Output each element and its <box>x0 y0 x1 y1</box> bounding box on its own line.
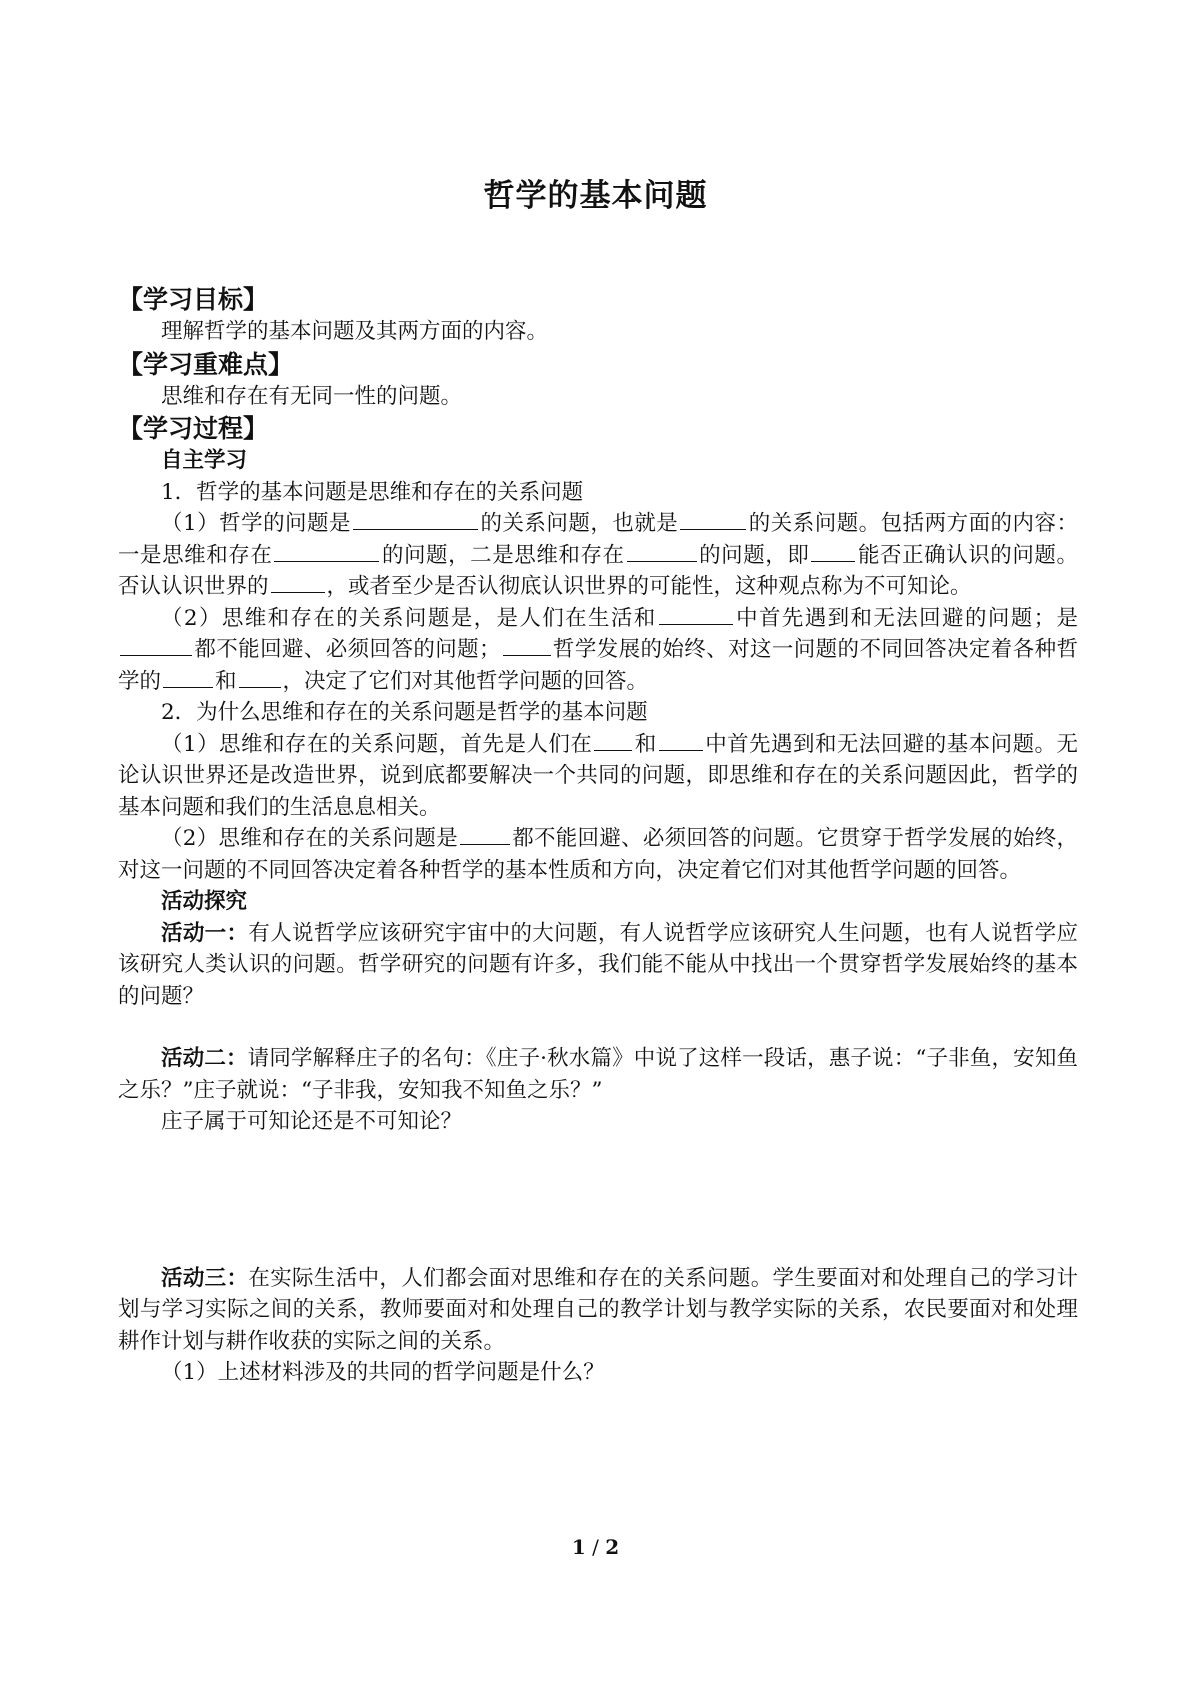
section-heading-process: 【学习过程】 <box>118 414 269 443</box>
activity-1-text: 有人说哲学应该研究宇宙中的大问题，有人说哲学应该研究人生问题，也有人说哲学应该研究人类认识的问题。哲学研究的问题有许多，我们能不能从中找出一个贯穿哲学发展始终的基本的问题？ <box>118 920 1078 1009</box>
self-study-heading: 自主学习 <box>161 448 248 473</box>
text-run: （1）哲学的问题是 <box>161 511 351 536</box>
fill-blank[interactable] <box>120 635 192 656</box>
question-2-title: 2．为什么思维和存在的关系问题是哲学的基本问题 <box>161 700 648 725</box>
activity-3 <box>118 1263 1078 1358</box>
activity-3-text: 在实际生活中，人们都会面对思维和存在的关系问题。学生要面对和处理自己的学习计划与学习实际之间的关系，教师要面对和处理自己的教学计划与教学实际的关系，农民要面对和处理耕作计划与耕作收获的实际之间的关系。 <box>118 1265 1078 1354</box>
activity-3-label: 活动三： <box>161 1265 249 1291</box>
text-run: 的关系问题，也就是 <box>480 511 679 536</box>
text-run: 能否正确认识的问题。否认认识世界的 <box>118 542 1078 599</box>
activity-2-text: 请同学解释庄子的名句：《庄子·秋水篇》中说了这样一段话，惠子说：“子非鱼，安知鱼之乐？”庄子就说：“子非我，安知我不知鱼之乐？” <box>118 1046 1078 1103</box>
fill-blank[interactable] <box>594 730 632 751</box>
objective-text: 理解哲学的基本问题及其两方面的内容。 <box>161 319 549 344</box>
fill-blank[interactable] <box>163 667 213 688</box>
text-run: 中首先遇到和无法回避的基本问题。无论认识世界还是改造世界，说到底都要解决一个共同的问题，即思维和存在的关系问题因此，哲学的基本问题和我们的生活息息相关。 <box>118 731 1078 820</box>
question-2-part-1 <box>118 729 1078 824</box>
activity-1-label: 活动一： <box>161 920 249 946</box>
document-body <box>118 283 1078 1389</box>
section-heading-key-points: 【学习重难点】 <box>118 349 294 379</box>
text-run: 和 <box>215 668 237 694</box>
text-run: 都不能回避、必须回答的问题； <box>194 637 501 662</box>
text-run: 的关系问题。包括两方面的内容：一是思维和存在 <box>118 511 1078 568</box>
text-run: ，决定了它们对其他哲学问题的回答。 <box>282 668 649 694</box>
fill-blank[interactable] <box>811 541 855 562</box>
page-number <box>0 1535 1191 1559</box>
text-run: ，或者至少是否认彻底认识世界的可能性，这种观点称为不可知论。 <box>326 574 972 599</box>
fill-blank[interactable] <box>274 541 379 562</box>
page-separator: / <box>585 1535 606 1559</box>
fill-blank[interactable] <box>680 509 746 530</box>
fill-blank[interactable] <box>659 730 703 751</box>
text-run: 中首先遇到和无法回避的问题；是 <box>734 605 1078 631</box>
answer-space[interactable] <box>118 1012 1078 1043</box>
text-run: 的问题，二是思维和存在 <box>381 542 625 568</box>
page-title: 哲学的基本问题 <box>483 178 708 214</box>
fill-blank[interactable] <box>353 509 478 530</box>
activity-3-question: （1）上述材料涉及的共同的哲学问题是什么？ <box>161 1360 605 1385</box>
answer-space[interactable] <box>118 1138 1078 1263</box>
text-run: （2）思维和存在的关系问题是，是人们在生活和 <box>161 605 657 631</box>
text-run: 和 <box>634 731 657 757</box>
text-run: （2）思维和存在的关系问题是 <box>161 826 458 851</box>
section-heading-objective: 【学习目标】 <box>118 285 269 314</box>
fill-blank[interactable] <box>627 541 697 562</box>
question-2-part-2 <box>118 823 1078 886</box>
question-1-part-2 <box>118 603 1078 698</box>
text-run: 的问题，即 <box>698 542 810 568</box>
fill-blank[interactable] <box>503 635 551 656</box>
question-1-part-1 <box>118 508 1078 603</box>
text-run: 哲学发展的始终、对这一问题的不同回答决定着各种哲学的 <box>118 637 1078 694</box>
key-points-text: 思维和存在有无同一性的问题。 <box>161 383 463 409</box>
fill-blank[interactable] <box>239 667 281 688</box>
text-run: 都不能回避、必须回答的问题。它贯穿于哲学发展的始终，对这一问题的不同回答决定着各种哲学的基本性质和方向，决定着它们对其他哲学问题的回答。 <box>118 826 1078 883</box>
question-1-title: 1．哲学的基本问题是思维和存在的关系问题 <box>161 479 584 505</box>
text-run: （1）思维和存在的关系问题，首先是人们在 <box>161 731 593 757</box>
page-current: 1 <box>571 1535 586 1559</box>
activity-2-question: 庄子属于可知论还是不可知论？ <box>161 1109 463 1134</box>
fill-blank[interactable] <box>460 824 510 845</box>
page-total: 2 <box>605 1535 620 1559</box>
fill-blank[interactable] <box>659 604 733 625</box>
activity-2-label: 活动二： <box>161 1046 248 1071</box>
activities-heading: 活动探究 <box>161 889 248 914</box>
activity-1 <box>118 918 1078 1013</box>
activity-2 <box>118 1043 1078 1106</box>
fill-blank[interactable] <box>271 572 325 593</box>
